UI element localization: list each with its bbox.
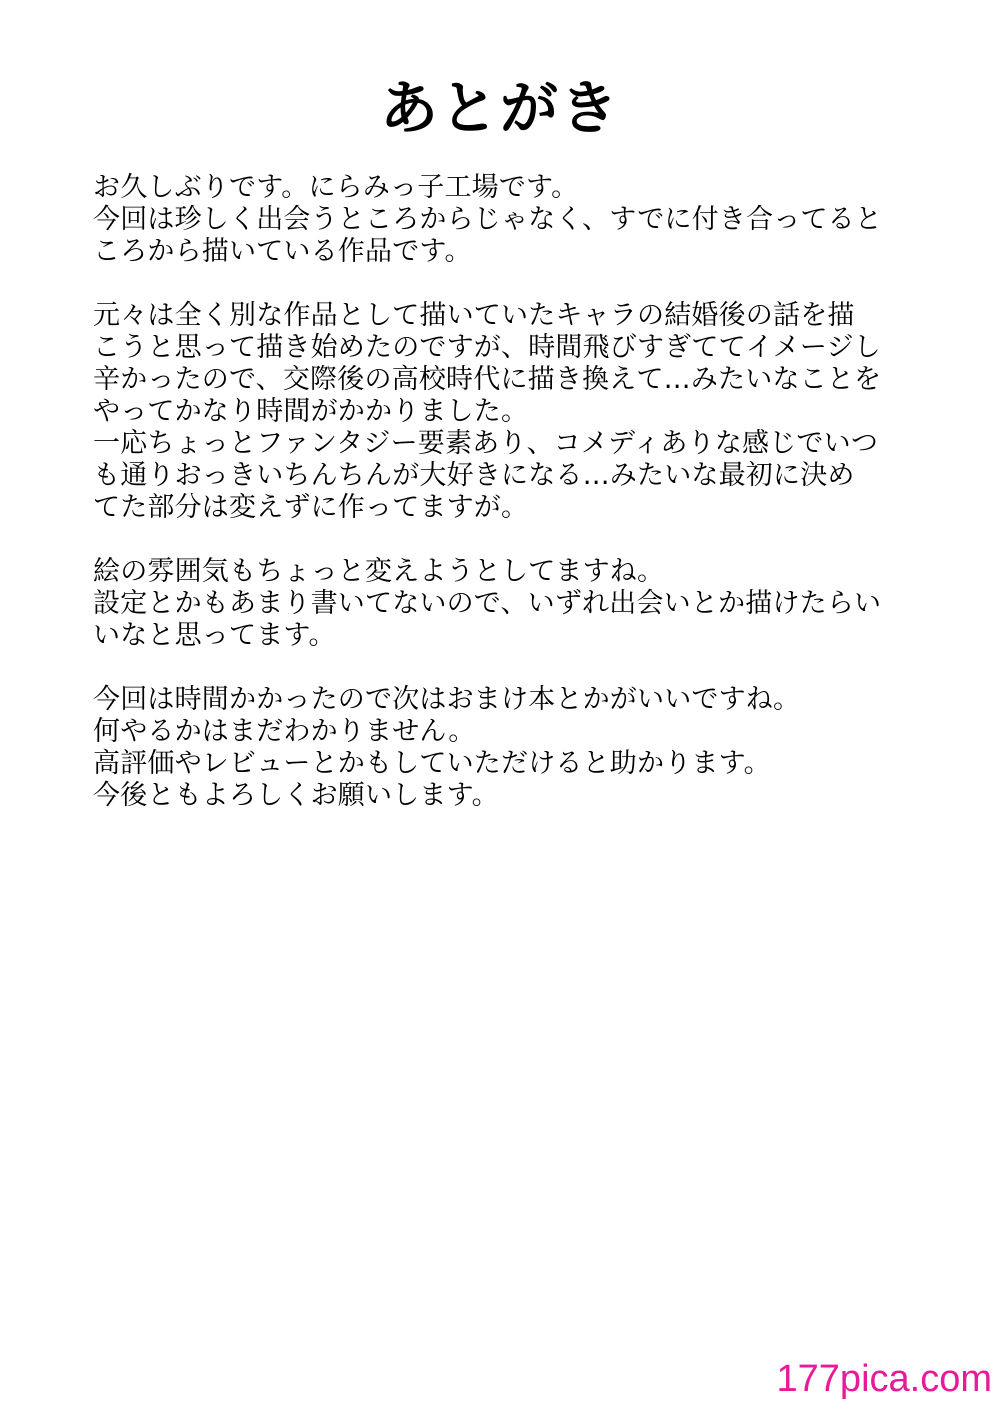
text-line: いなと思ってます。	[93, 620, 336, 651]
text-line: こうと思って描き始めたのですが、時間飛びすぎててイメージし	[93, 332, 881, 363]
text-line: てた部分は変えずに作ってますが。	[93, 492, 529, 523]
text-line: 今回は時間かかったので次はおまけ本とかがいいですね。	[93, 684, 801, 715]
paragraph-gap	[93, 268, 923, 300]
afterword-body	[93, 172, 923, 812]
text-line: ころから描いている作品です。	[93, 236, 472, 267]
text-line: 高評価やレビューとかもしていただけると助かります。	[93, 748, 771, 779]
text-line: 何やるかはまだわかりません。	[93, 716, 476, 747]
text-line: お久しぶりです。にらみっ子工場です。	[93, 172, 579, 203]
text-line: 設定とかもあまり書いてないので、いずれ出会いとか描けたらい	[93, 588, 882, 619]
paragraph-gap	[93, 524, 923, 556]
text-line: も通りおっきいちんちんが大好きになる…みたいな最初に決め	[93, 460, 855, 491]
text-line: やってかなり時間がかかりました。	[93, 396, 529, 427]
text-line: 今回は珍しく出会うところからじゃなく、すでに付き合ってると	[93, 204, 883, 235]
site-watermark: 177pica.com	[776, 1358, 992, 1400]
paragraph-gap	[93, 652, 923, 684]
text-line: 元々は全く別な作品として描いていたキャラの結婚後の話を描	[93, 300, 855, 331]
text-line: 今後ともよろしくお願いします。	[93, 780, 499, 811]
text-line: 辛かったので、交際後の高校時代に描き換えて…みたいなことを	[93, 364, 882, 395]
text-line: 一応ちょっとファンタジー要素あり、コメディありな感じでいつ	[93, 428, 879, 459]
page-title: あとがき	[379, 74, 620, 142]
text-line: 絵の雰囲気もちょっと変えようとしてますね。	[93, 556, 665, 587]
